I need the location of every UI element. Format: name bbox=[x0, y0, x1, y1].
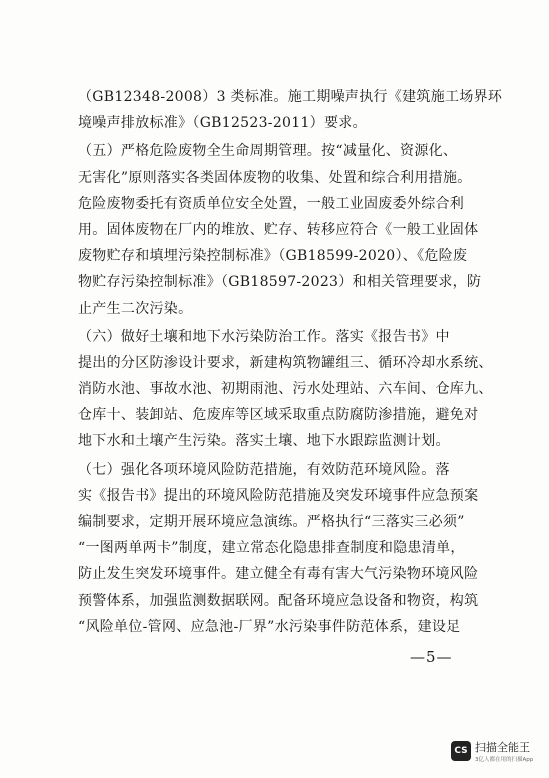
text-line: 提出的分区防渗设计要求，新建构筑物罐组三、循环冷却水系统、 bbox=[78, 354, 493, 371]
text-line: （六）做好土壤和地下水污染防治工作。落实《报告书》中 bbox=[78, 328, 450, 345]
text-line: 危险废物委托有资质单位安全处置，一般工业固废委外综合利 bbox=[78, 195, 465, 212]
text-line: （GB12348-2008）3 类标准。施工期噪声执行《建筑施工场界环 bbox=[78, 89, 503, 105]
text-line: （五）严格危险废物全生命周期管理。按“减量化、资源化、 bbox=[78, 143, 458, 160]
text-line: “一图两单两卡”制度，建立常态化隐患排查制度和隐患清单， bbox=[78, 540, 465, 557]
watermark-name: 扫描全能王 bbox=[475, 741, 530, 754]
text-line: 消防水池、事故水池、初期雨池、污水处理站、六车间、仓库九、 bbox=[78, 381, 493, 398]
paragraph bbox=[78, 324, 493, 455]
text-line: 防止发生突发环境事件。建立健全有毒有害大气污染物环境风险 bbox=[78, 566, 479, 583]
text-line: 仓库十、装卸站、危废库等区域采取重点防腐防渗措施，避免对 bbox=[78, 407, 479, 424]
text-line: 废物贮存和填埋污染控制标准》（GB18599-2020）、《危险废 bbox=[78, 248, 468, 265]
document-body bbox=[78, 84, 503, 642]
text-line: 预警体系，加强监测数据联网。配备环境应急设备和物资，构筑 bbox=[78, 592, 479, 609]
text-line: 编制要求，定期开展环境应急演练。严格执行“三落实三必须” bbox=[78, 514, 465, 530]
paragraph bbox=[78, 138, 482, 321]
text-line: 地下水和土壤产生污染。落实土壤、地下水跟踪监测计划。 bbox=[78, 433, 450, 450]
text-line: 止产生二次污染。 bbox=[78, 300, 193, 317]
text-line: 实《报告书》提出的环境风险防范措施及突发环境事件应急预案 bbox=[78, 487, 479, 504]
text-line: 用。固体废物在厂内的堆放、贮存、转移应符合《一般工业固体 bbox=[78, 221, 479, 238]
text-line: 无害化”原则落实各类固体废物的收集、处置和综合利用措施。 bbox=[78, 169, 472, 186]
scanner-watermark bbox=[451, 735, 543, 769]
paragraph bbox=[78, 457, 479, 640]
camscanner-logo-icon: CS bbox=[451, 741, 471, 761]
text-line: 物贮存污染控制标准》（GB18597-2023）和相关管理要求，防 bbox=[78, 274, 482, 291]
paragraph bbox=[78, 84, 503, 136]
watermark-tagline: 3亿人都在用的扫描App bbox=[475, 757, 534, 763]
text-line: （七）强化各项环境风险防范措施，有效防范环境风险。落 bbox=[78, 461, 450, 478]
text-line: “风险单位-管网、应急池-厂界”水污染事件防范体系，建设足 bbox=[78, 618, 461, 635]
page-number: —5— bbox=[410, 648, 453, 666]
text-line: 境噪声排放标准》（GB12523-2011）要求。 bbox=[78, 115, 367, 132]
